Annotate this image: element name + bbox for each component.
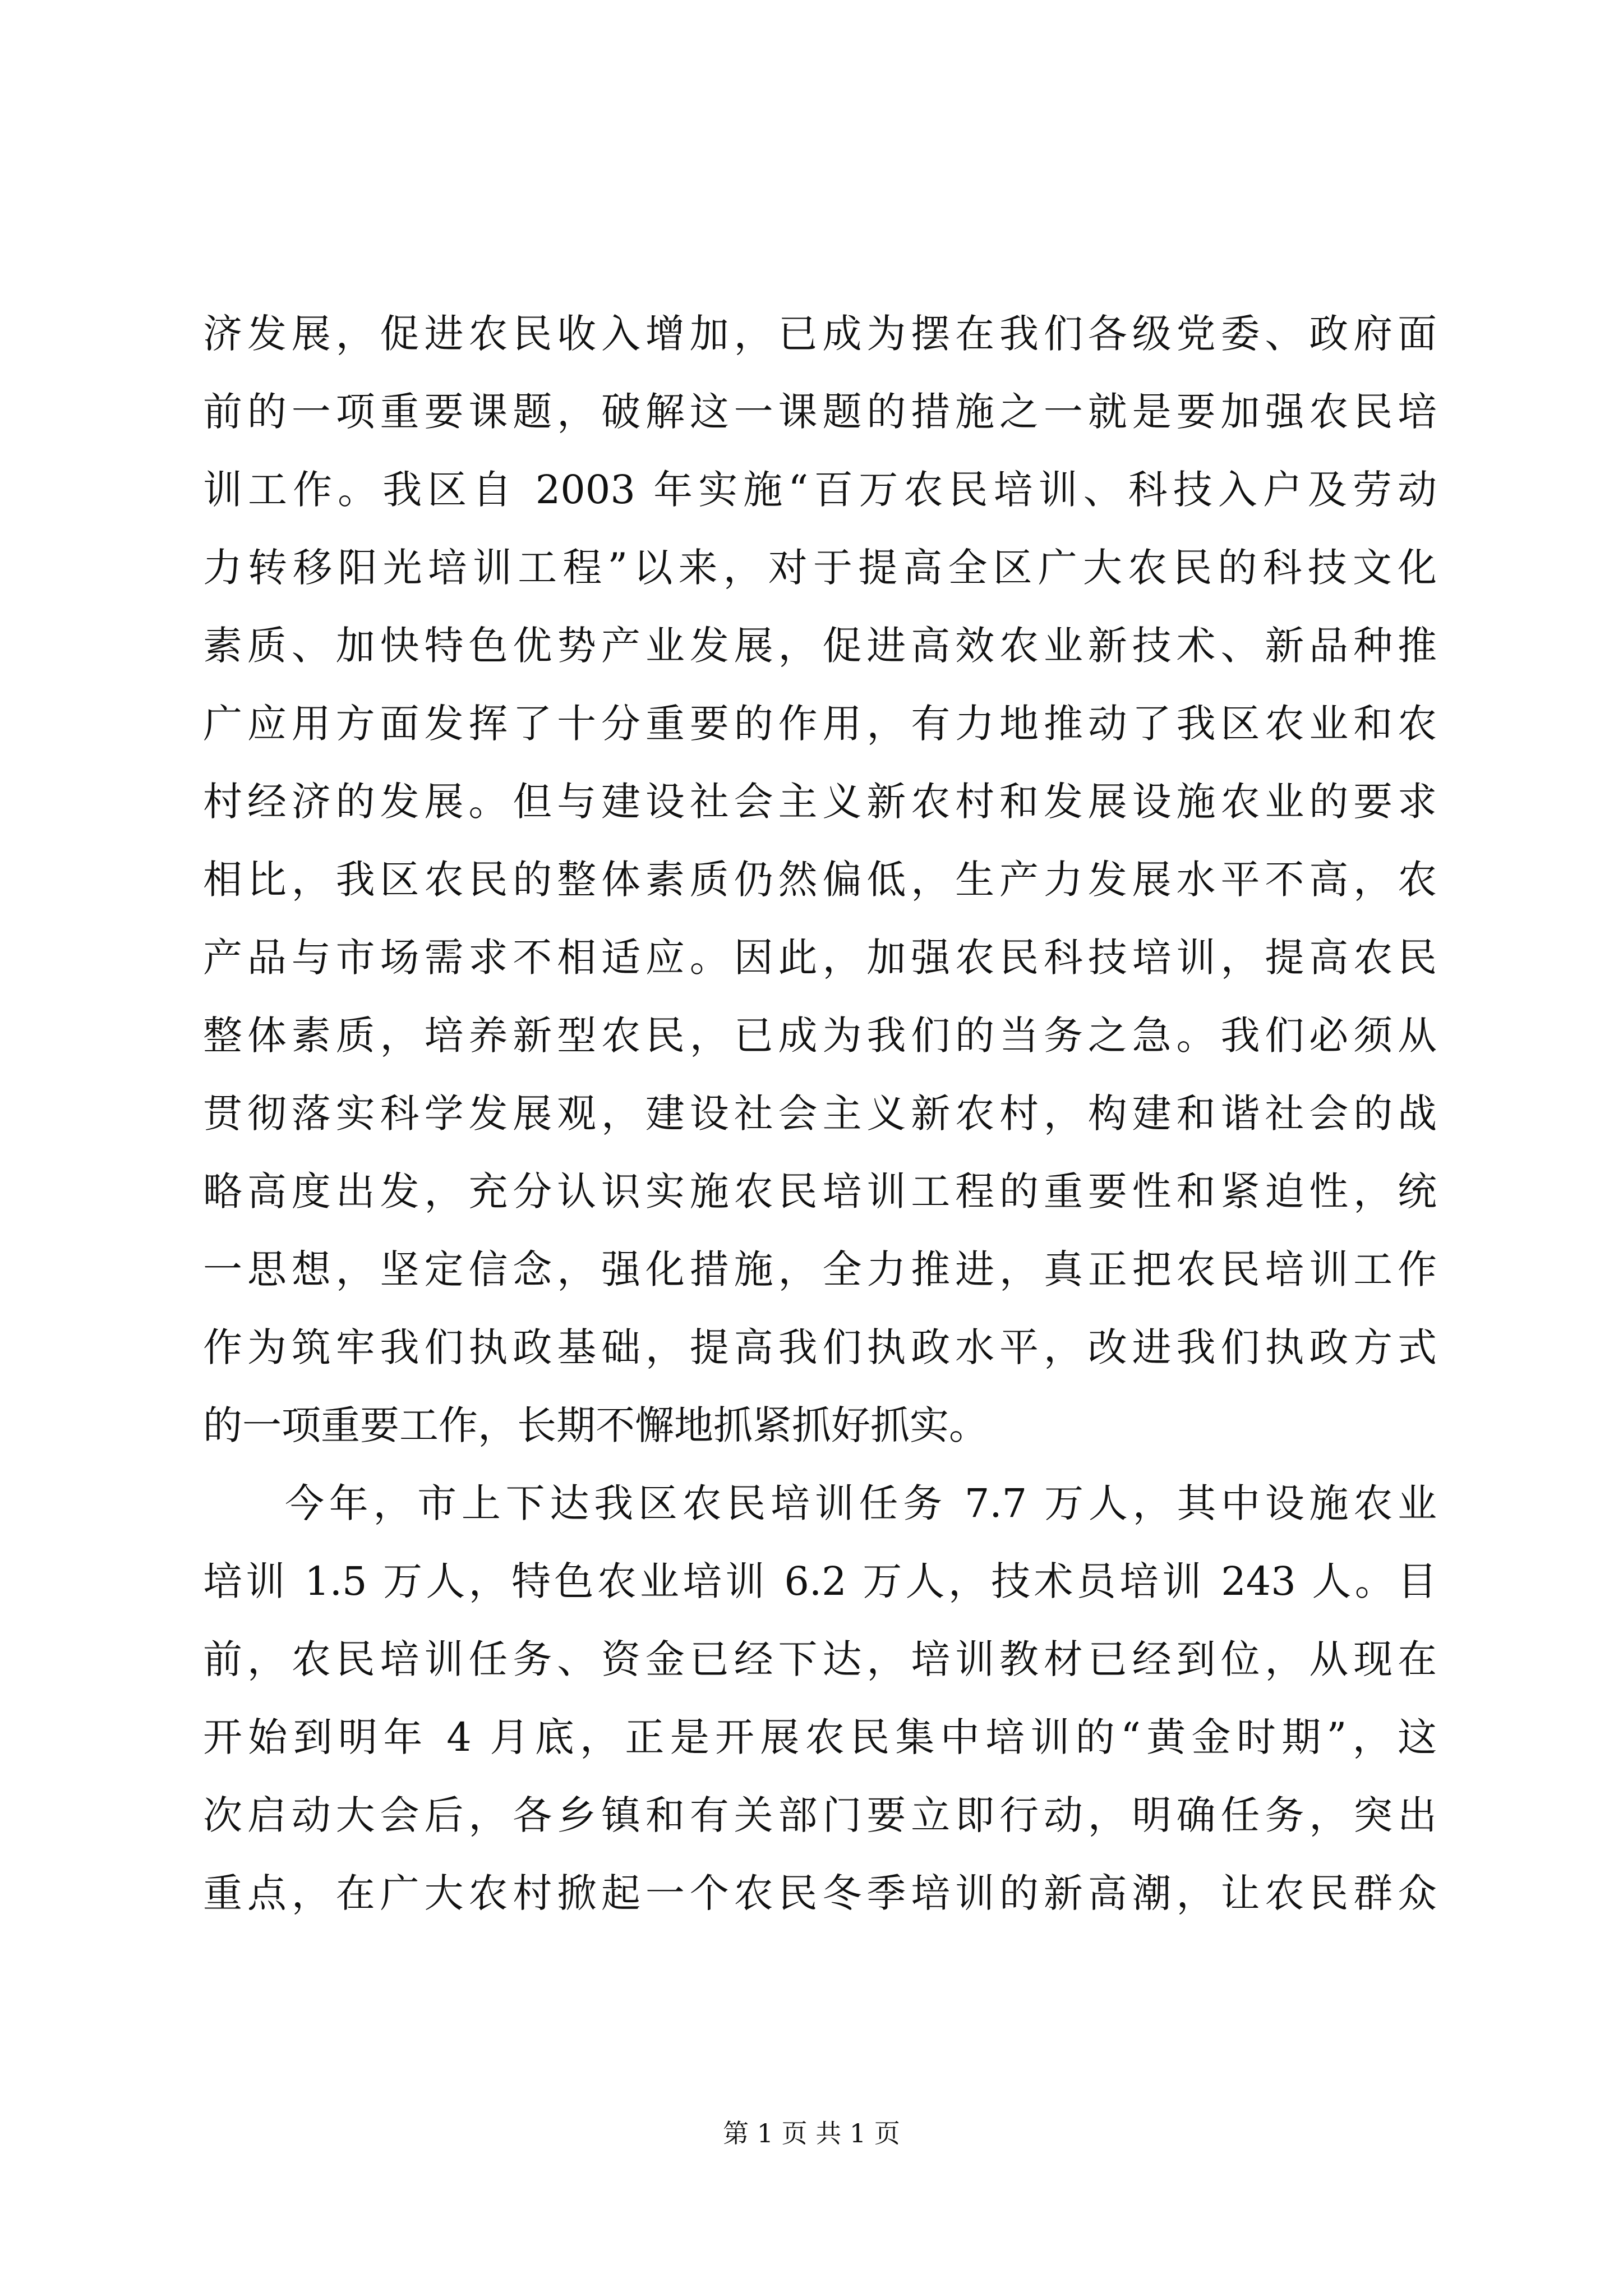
paragraph-1-line-3: 训工作。我区自 2003 年实施“百万农民培训、科技入户及劳动 xyxy=(203,467,1437,513)
paragraph-1-line-14: 作为筑牢我们执政基础，提高我们执政水平，改进我们执政方式 xyxy=(203,1324,1437,1370)
paragraph-1-line-10: 整体素质，培养新型农民，已成为我们的当务之急。我们必须从 xyxy=(203,1013,1437,1059)
paragraph-2-line-2: 培训 1.5 万人，特色农业培训 6.2 万人，技术员培训 243 人。目 xyxy=(203,1558,1437,1604)
paragraph-1-line-8: 相比，我区农民的整体素质仍然偏低，生产力发展水平不高，农 xyxy=(203,857,1437,903)
paragraph-1-line-5: 素质、加快特色优势产业发展，促进高效农业新技术、新品种推 xyxy=(203,623,1437,669)
paragraph-1-line-11: 贯彻落实科学发展观，建设社会主义新农村，构建和谐社会的战 xyxy=(203,1091,1437,1137)
paragraph-1-line-12: 略高度出发，充分认识实施农民培训工程的重要性和紧迫性，统 xyxy=(203,1168,1437,1214)
paragraph-1-line-9: 产品与市场需求不相适应。因此，加强农民科技培训，提高农民 xyxy=(203,935,1437,981)
paragraph-1-line-6: 广应用方面发挥了十分重要的作用，有力地推动了我区农业和农 xyxy=(203,701,1437,747)
paragraph-2-line-1: 今年，市上下达我区农民培训任务 7.7 万人，其中设施农业 xyxy=(285,1480,1437,1526)
paragraph-2-line-6: 重点，在广大农村掀起一个农民冬季培训的新高潮，让农民群众 xyxy=(203,1870,1437,1916)
paragraph-1-line-7: 村经济的发展。但与建设社会主义新农村和发展设施农业的要求 xyxy=(203,779,1437,825)
paragraph-2-line-3: 前，农民培训任务、资金已经下达，培训教材已经到位，从现在 xyxy=(203,1636,1437,1682)
paragraph-1-line-15: 的一项重要工作，长期不懈地抓紧抓好抓实。 xyxy=(203,1402,988,1448)
page-footer: 第 1 页 共 1 页 xyxy=(723,2118,900,2148)
paragraph-1-line-2: 前的一项重要课题，破解这一课题的措施之一就是要加强农民培 xyxy=(203,389,1437,435)
paragraph-1-line-1: 济发展，促进农民收入增加，已成为摆在我们各级党委、政府面 xyxy=(203,311,1437,357)
paragraph-1-line-13: 一思想，坚定信念，强化措施，全力推进，真正把农民培训工作 xyxy=(203,1246,1437,1292)
paragraph-1-line-4: 力转移阳光培训工程”以来，对于提高全区广大农民的科技文化 xyxy=(203,545,1437,591)
paragraph-2-line-4: 开始到明年 4 月底，正是开展农民集中培训的“黄金时期”，这 xyxy=(203,1714,1437,1760)
paragraph-2-line-5: 次启动大会后，各乡镇和有关部门要立即行动，明确任务，突出 xyxy=(203,1792,1437,1838)
